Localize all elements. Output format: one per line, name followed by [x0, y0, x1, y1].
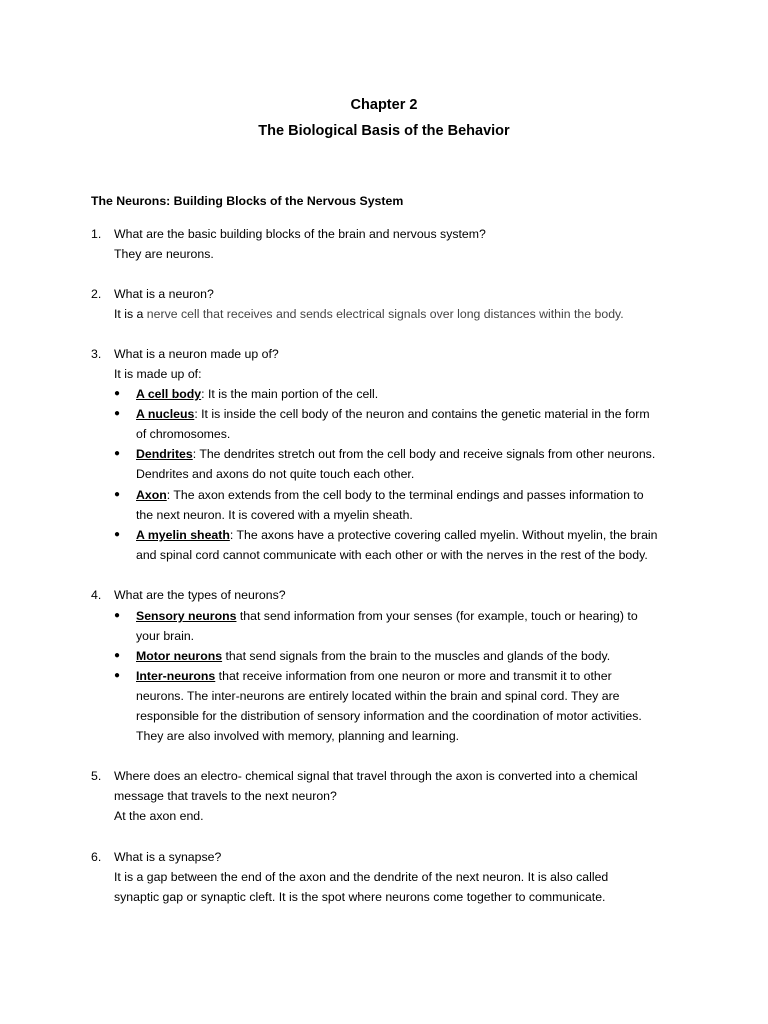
bullet-icon: ●	[114, 529, 121, 540]
bullet-text-continued: responsible for the distribution of sensory information and the coordination of motor activities.	[136, 709, 642, 723]
bullet-icon: ●	[114, 408, 121, 419]
question-text: Where does an electro- chemical signal that travel through the axon is converted into a chemical	[114, 769, 638, 783]
term-cell-body: A cell body	[136, 387, 202, 401]
answer-text: At the axon end.	[114, 809, 204, 823]
bullet-text: A nucleus: It is inside the cell body of the neuron and contains the genetic material in the form	[136, 407, 650, 421]
bullet-text: Axon: The axon extends from the cell body to the terminal endings and passes information to	[136, 488, 644, 502]
bullet-icon: ●	[114, 670, 121, 681]
section-heading: The Neurons: Building Blocks of the Nervous System	[91, 194, 404, 208]
bullet-text-continued: of chromosomes.	[136, 427, 231, 441]
bullet-text: Inter-neurons that receive information from one neuron or more and transmit it to other	[136, 669, 612, 683]
question-text: What is a neuron?	[114, 287, 214, 301]
answer-definition: nerve cell that receives and sends electrical signals over long distances within the body.	[143, 307, 624, 321]
bullet-text-continued: and spinal cord cannot communicate with each other or with the nerves in the rest of the body.	[136, 548, 648, 562]
chapter-heading: Chapter 2	[350, 97, 418, 113]
bullet-icon: ●	[114, 489, 121, 500]
bullet-icon: ●	[114, 388, 121, 399]
bullet-text: A cell body: It is the main portion of the cell.	[136, 387, 379, 401]
term-sensory-neurons: Sensory neurons	[136, 609, 237, 623]
question-number: 3.	[91, 347, 102, 361]
term-axon: Axon	[136, 488, 167, 502]
bullet-text-continued: your brain.	[136, 629, 195, 643]
bullet-icon: ●	[114, 610, 121, 621]
bullet-text-continued: neurons. The inter-neurons are entirely located within the brain and spinal cord. They are	[136, 689, 620, 703]
question-text: What is a neuron made up of?	[114, 347, 279, 361]
bullet-icon: ●	[114, 448, 121, 459]
answer-text-continued: synaptic gap or synaptic cleft. It is the spot where neurons come together to communicate.	[114, 890, 606, 904]
bullet-icon: ●	[114, 650, 121, 661]
bullet-text-continued: They are also involved with memory, planning and learning.	[136, 729, 460, 743]
term-dendrites: Dendrites	[136, 447, 193, 461]
term-myelin-sheath: A myelin sheath	[136, 528, 230, 542]
answer-text: They are neurons.	[114, 247, 214, 261]
term-inter-neurons: Inter-neurons	[136, 669, 216, 683]
bullet-text: Sensory neurons that send information from your senses (for example, touch or hearing) to	[136, 609, 638, 623]
term-nucleus: A nucleus	[136, 407, 195, 421]
answer-text: It is a gap between the end of the axon and the dendrite of the next neuron. It is also called	[114, 870, 609, 884]
question-number: 2.	[91, 287, 102, 301]
term-motor-neurons: Motor neurons	[136, 649, 223, 663]
document-title: The Biological Basis of the Behavior	[258, 123, 510, 139]
bullet-text-continued: Dendrites and axons do not quite touch each other.	[136, 467, 415, 481]
bullet-text-continued: the next neuron. It is covered with a myelin sheath.	[136, 508, 413, 522]
question-number: 6.	[91, 850, 102, 864]
bullet-text: Motor neurons that send signals from the brain to the muscles and glands of the body.	[136, 649, 611, 663]
answer-intro: It is made up of:	[114, 367, 202, 381]
question-number: 5.	[91, 769, 102, 783]
answer-text	[114, 304, 624, 324]
question-text: What are the types of neurons?	[114, 588, 286, 602]
bullet-text: A myelin sheath: The axons have a protective covering called myelin. Without myelin, the brain	[136, 528, 658, 542]
answer-prefix: It is a	[114, 307, 144, 321]
question-text-continued: message that travels to the next neuron?	[114, 789, 337, 803]
question-text: What are the basic building blocks of the brain and nervous system?	[114, 227, 486, 241]
question-text: What is a synapse?	[114, 850, 222, 864]
bullet-text: Dendrites: The dendrites stretch out from the cell body and receive signals from other neurons.	[136, 447, 656, 461]
question-number: 4.	[91, 588, 102, 602]
question-number: 1.	[91, 227, 102, 241]
